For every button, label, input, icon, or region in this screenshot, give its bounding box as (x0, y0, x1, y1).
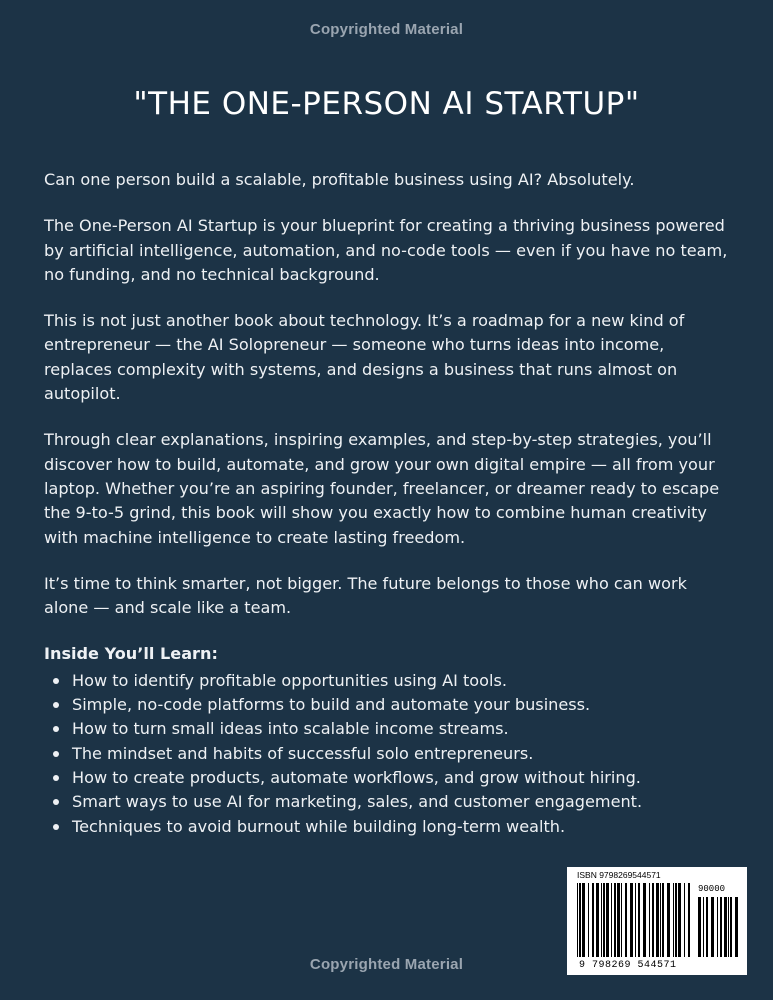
learn-section (44, 642, 734, 838)
learn-list (44, 669, 734, 839)
paragraph-roadmap: This is not just another book about technology. It’s a roadmap for a new kind of entrepreneur — the AI Solopreneur — someone who turns ideas into income, replaces complexity with systems, and designs a business that runs almost on autopilot. (44, 311, 685, 404)
list-item: How to turn small ideas into scalable income streams. (44, 717, 734, 741)
paragraph-intro: Can one person build a scalable, profitable business using AI? Absolutely. (44, 170, 635, 189)
paragraph-closing: It’s time to think smarter, not bigger. The future belongs to those who can work alone — and scale like a team. (44, 573, 687, 618)
list-item: The mindset and habits of successful solo entrepreneurs. (44, 742, 734, 766)
back-cover-description (44, 168, 734, 839)
price-code: 90000 (698, 884, 726, 894)
watermark-bottom: Copyrighted Material (309, 956, 464, 973)
barcode-digits: 9 798269 544571 (579, 960, 677, 971)
paragraph-strategies: Through clear explanations, inspiring examples, and step-by-step strategies, you’ll discover how to build, automate, and grow your own digital empire — all from your laptop. Whether you’re an aspiring founder, freelancer, or dreamer ready to escape the 9-to-5 grind, this book will show you exactly how to combine human creativity with machine intelligence to create lasting freedom. (44, 430, 720, 547)
isbn-label: ISBN 9798269544571 (577, 870, 661, 880)
list-item: Techniques to avoid burnout while building long-term wealth. (44, 815, 734, 839)
list-item: Smart ways to use AI for marketing, sales, and customer engagement. (44, 790, 734, 814)
list-item: Simple, no-code platforms to build and automate your business. (44, 693, 734, 717)
list-item: How to identify profitable opportunities using AI tools. (44, 669, 734, 693)
paragraph-blueprint: The One-Person AI Startup is your blueprint for creating a thriving business powered by artificial intelligence, automation, and no-code tools — even if you have no team, no funding, and no technical background. (44, 216, 728, 284)
learn-heading: Inside You’ll Learn: (44, 644, 218, 664)
watermark-top: Copyrighted Material (309, 21, 464, 38)
list-item: How to create products, automate workflows, and grow without hiring. (44, 766, 734, 790)
book-title: "THE ONE-PERSON AI STARTUP" (133, 86, 640, 122)
